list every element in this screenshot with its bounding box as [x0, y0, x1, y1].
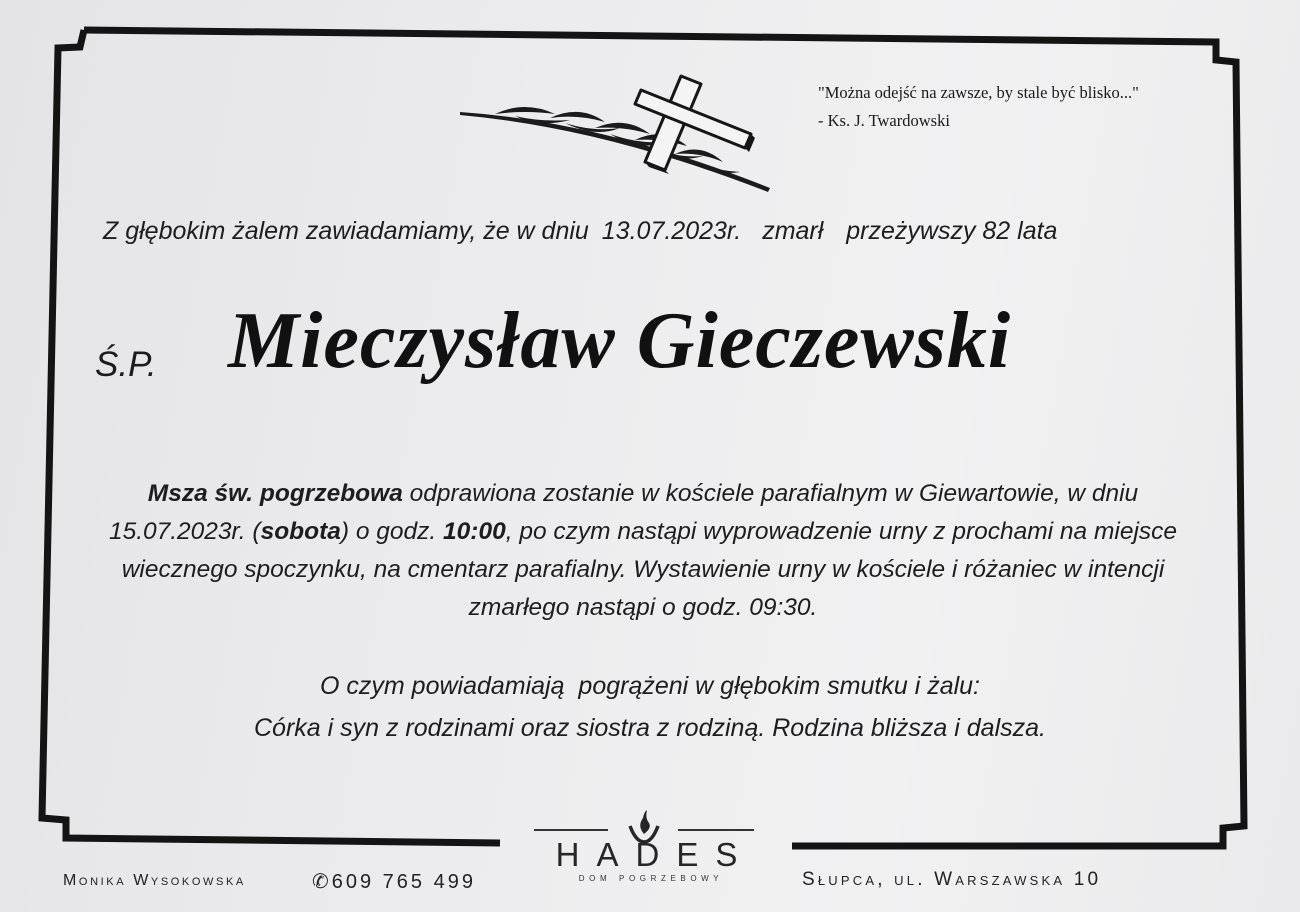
deceased-name: Mieczysław Gieczewski	[228, 297, 1012, 385]
deceased-age: przeżywszy 82 lata	[846, 217, 1058, 245]
flame-icon	[528, 808, 768, 848]
funeral-text-2: ) o godz.	[340, 518, 444, 545]
contact-name: Monika Wysokowska	[63, 872, 246, 889]
epitaph-quote	[818, 79, 1139, 135]
announcement-intro: Z głębokim żalem zawiadamiamy, że w dniu	[103, 217, 589, 245]
deceased-prefix: Ś.P.	[95, 345, 157, 384]
company-name: HADES	[555, 836, 755, 873]
company-address: Słupca, ul. Warszawska 10	[802, 869, 1102, 890]
closing-line-2: Córka i syn z rodzinami oraz siostra z rodziną. Rodzina bliższa i dalsza.	[254, 714, 1046, 742]
announcement-verb: zmarł	[762, 217, 824, 245]
company-logo	[528, 808, 768, 884]
funeral-day: sobota	[260, 518, 341, 545]
announcement-line	[103, 217, 1203, 246]
death-date: 13.07.2023r.	[601, 217, 742, 245]
funeral-text-3: , po czym nastąpi wyprowadzenie urny z prochami na miejsce wiecznego spoczynku, na cmentarz parafialny. Wystawienie urny w kościele i różaniec w intencji zmarłego nastąpi o godz. 09:30.	[121, 518, 1178, 621]
company-subtitle: dom pogrzebowy	[578, 872, 724, 884]
closing-section	[100, 665, 1200, 749]
contact-phone: ✆609 765 499	[312, 871, 476, 893]
funeral-details	[88, 475, 1198, 627]
quote-author: - Ks. J. Twardowski	[818, 111, 950, 130]
mass-label: Msza św. pogrzebowa	[147, 480, 403, 507]
cross-with-palm-branch-icon	[455, 70, 785, 200]
funeral-time: 10:00	[443, 518, 506, 545]
quote-text: "Można odejść na zawsze, by stale być blisko..."	[818, 83, 1139, 102]
closing-line-1: O czym powiadamiają pogrążeni w głębokim smutku i żalu:	[320, 672, 980, 700]
funeral-text-1: odprawiona zostanie w kościele parafialnym w Giewartowie, w dniu 15.07.2023r. (	[108, 480, 1139, 545]
